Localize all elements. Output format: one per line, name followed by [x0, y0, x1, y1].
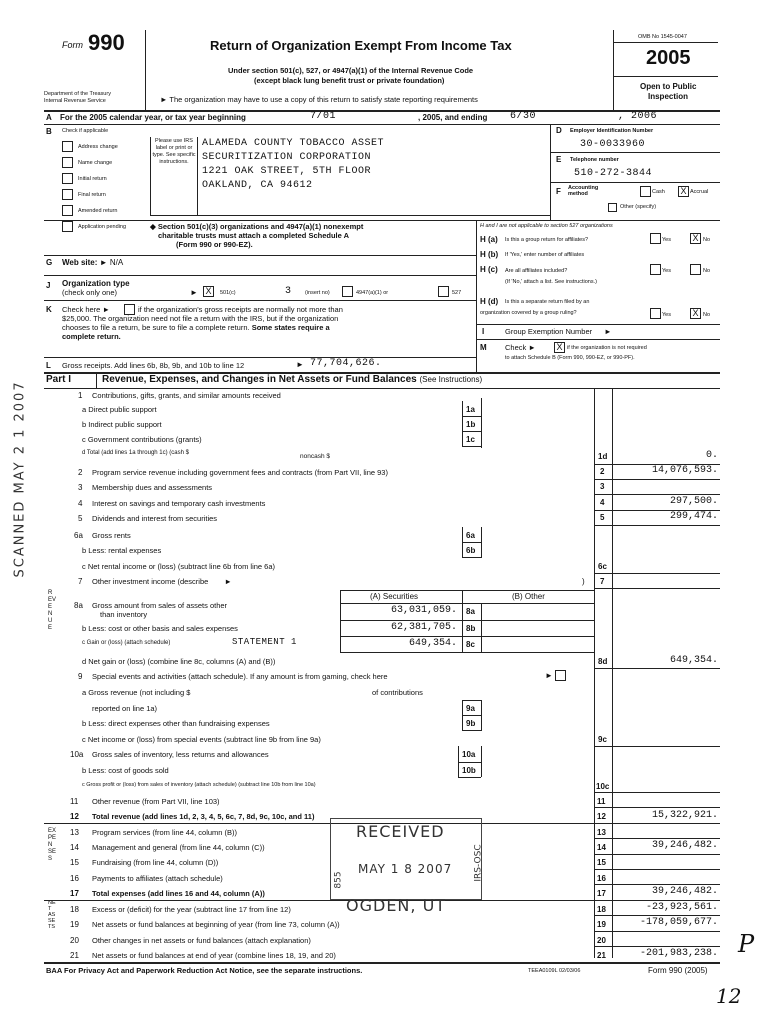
- line-8a-label-2: than inventory: [100, 610, 148, 619]
- line-1b-label: b Indirect public support: [82, 420, 162, 429]
- line-8a-box: 8a: [466, 607, 475, 616]
- line-10b-box: 10b: [462, 766, 476, 775]
- label-cash: Cash: [652, 189, 665, 195]
- line-j-label: J: [46, 281, 51, 290]
- section-501-notice-1: [150, 222, 363, 231]
- part1-see: (See Instructions): [419, 375, 483, 384]
- line-8d-box: 8d: [598, 657, 608, 666]
- footer-baa: BAA For Privacy Act and Paperwork Reduction Act Notice, see the separate instructions.: [46, 966, 363, 975]
- checkbox-other-method[interactable]: [608, 203, 617, 212]
- line-k-line-2: $25,000. The organization need not file a return with the IRS, but if the organization: [62, 314, 339, 323]
- line-13-box: 13: [597, 828, 606, 837]
- line-18-label: Excess or (deficit) for the year (subtract line 17 from line 12): [92, 905, 291, 914]
- ha-text: Is this a group return for affiliates?: [505, 237, 589, 243]
- line-1a-text: Direct public support: [88, 405, 157, 414]
- line-13-label: Program services (from line 44, column (B)): [92, 828, 238, 837]
- line-9-number: 9: [78, 672, 83, 681]
- line-1c-label: c Government contributions (grants): [82, 435, 202, 444]
- line-4-value: 297,500.: [669, 496, 718, 507]
- checkbox-hc-no[interactable]: [690, 264, 701, 275]
- handwritten-page: 12: [716, 984, 742, 1008]
- line-4-label: Interest on savings and temporary cash investments: [92, 499, 266, 508]
- line-15-label: Fundraising (from line 44, column (D)): [92, 858, 219, 867]
- line-1d-text: Total (add lines 1a through 1c) (cash: [86, 450, 184, 456]
- checkbox-name-change[interactable]: [62, 157, 73, 168]
- line-m-text-2: if the organization is not required: [567, 345, 647, 351]
- hc-text: Are all affiliates included?: [505, 268, 568, 274]
- tax-year-end: 6/30: [510, 111, 537, 122]
- 501c-number: 3: [285, 286, 292, 297]
- line-10a-label: Gross sales of inventory, less returns and allowances: [92, 750, 269, 759]
- line-7-text: Other investment income (describe: [92, 577, 209, 586]
- line-20-number: 20: [70, 936, 79, 945]
- checkbox-4947[interactable]: [342, 286, 353, 297]
- section-501-text-1: Section 501(c)(3) organizations and 4947(a)(1) nonexempt: [157, 222, 364, 231]
- line-k-text-3b: Some states require a: [251, 323, 330, 332]
- line-17-label: Total expenses (add lines 16 and 44, column (A)): [92, 889, 265, 898]
- line-18-box: 18: [597, 905, 606, 914]
- line-5-number: 5: [78, 514, 83, 523]
- line-8b-box: 8b: [466, 624, 476, 633]
- line-1-number: 1: [78, 391, 83, 400]
- arrow-icon: ►: [190, 288, 198, 297]
- section-f-label: F: [556, 187, 561, 196]
- open-to-public: Open to Public: [640, 82, 697, 91]
- line-1d-noncash-text: noncash: [300, 453, 325, 460]
- line-1a-box: 1a: [466, 405, 475, 414]
- form-subtitle-3: [160, 95, 478, 104]
- line-6b-label: b Less: rental expenses: [82, 546, 162, 555]
- line-2-number: 2: [78, 468, 83, 477]
- line-9c-text: Net income or (loss) from special events (subtract line 9b from line 9a): [87, 735, 321, 744]
- section-d-label: D: [556, 126, 562, 135]
- line-10c-text: Gross profit or (loss) from sales of inventory (attach schedule) (subtract line 10b from line 10a): [86, 782, 316, 788]
- line-20-box: 20: [597, 936, 606, 945]
- line-19-number: 19: [70, 920, 79, 929]
- label-other-method: Other (specify): [620, 204, 657, 210]
- section-501-notice-2: charitable trusts must attach a completed Schedule A: [158, 231, 350, 240]
- tax-year: 2005: [646, 47, 691, 69]
- phone-value: 510-272-3844: [574, 168, 653, 179]
- line-6c-box: 6c: [598, 562, 607, 571]
- stamp-received: RECEIVED: [356, 822, 445, 841]
- line-17-value: 39,246,482.: [651, 886, 718, 897]
- line-g-text: [62, 258, 123, 267]
- line-6b-box: 6b: [466, 546, 476, 555]
- line-8a-value: 63,031,059.: [390, 605, 457, 616]
- label-ha-no: No: [703, 237, 711, 243]
- checkbox-gaming[interactable]: [555, 670, 566, 681]
- line-2-value: 14,076,593.: [651, 465, 718, 476]
- line-m-label: M: [480, 343, 487, 352]
- stamp-date: MAY 1 8 2007: [358, 862, 453, 876]
- line-14-value: 39,246,482.: [651, 840, 718, 851]
- line-9-label: Special events and activities (attach schedule). If any amount is from gaming, check here: [92, 672, 388, 681]
- line-10c-box: 10c: [596, 782, 610, 791]
- web-site-value: N/A: [109, 258, 124, 267]
- line-8b-text: Less: cost or other basis and sales expenses: [88, 624, 238, 633]
- org-name-1: ALAMEDA COUNTY TOBACCO ASSET: [202, 138, 385, 149]
- line-1d-value: 0.: [705, 450, 718, 461]
- line-11-label: Other revenue (from Part VII, line 103): [92, 797, 220, 806]
- label-name-change: Name change: [78, 160, 113, 166]
- line-8c-statement: STATEMENT 1: [232, 637, 297, 647]
- hc-label: H (c): [480, 265, 498, 274]
- line-3-box: 3: [600, 482, 605, 491]
- line-k-line-1b: if the organization's gross receipts are normally not more than: [138, 305, 343, 314]
- line-i-label: I: [482, 327, 485, 336]
- handwritten-p: P: [738, 930, 755, 958]
- line-16-box: 16: [597, 874, 606, 883]
- form-label: Form: [62, 40, 83, 50]
- line-j-text-1: Organization type: [62, 279, 130, 288]
- line-1d-noncash: noncash $: [300, 453, 330, 460]
- h-note: H and I are not applicable to section 527 organizations: [480, 223, 613, 229]
- checkbox-final-return[interactable]: [62, 189, 73, 200]
- section-d-heading: Employer Identification Number: [570, 128, 654, 134]
- stamp-code-right: IRS-OSC: [473, 844, 484, 882]
- line-6a-number: 6a: [74, 531, 83, 540]
- section-f-heading: Accounting method: [568, 185, 599, 197]
- footer-form: Form 990 (2005): [648, 966, 708, 975]
- line-8c-value: 649,354.: [408, 638, 457, 649]
- line-9a-label-2: of contributions: [372, 688, 423, 697]
- line-8c-label: c Gain or (loss) (attach schedule): [82, 640, 171, 646]
- line-10c-label: c Gross profit or (loss) from sales of inventory (attach schedule) (subtract line 10b from line 10a): [82, 782, 316, 788]
- line-21-value: -201,983,238.: [639, 948, 718, 959]
- line-1c-box: 1c: [466, 435, 475, 444]
- form-number: 990: [88, 30, 125, 55]
- line-14-number: 14: [70, 843, 79, 852]
- arrow-icon: ►: [99, 258, 108, 267]
- hb-label: H (b): [480, 250, 499, 259]
- label-final-return: Final return: [78, 192, 106, 198]
- form-subtitle-2: (except black lung benefit trust or private foundation): [254, 76, 445, 85]
- line-12-number: 12: [70, 812, 79, 821]
- inspection: Inspection: [648, 92, 689, 101]
- tax-year-end-year: , 2006: [618, 111, 658, 122]
- line-l-text: Gross receipts. Add lines 6b, 8b, 9b, and 10b to line 12: [62, 361, 245, 370]
- checkbox-527[interactable]: [438, 286, 449, 297]
- line-9c-label: c Net income or (loss) from special events (subtract line 9b from line 9a): [82, 735, 321, 744]
- hc-sub: (If 'No,' attach a list. See instructions.): [505, 279, 597, 285]
- line-8c-box: 8c: [466, 640, 475, 649]
- line-19-label: Net assets or fund balances at beginning of year (from line 73, column (A)): [92, 920, 340, 929]
- org-name-2: SECURITIZATION CORPORATION: [202, 152, 372, 163]
- side-label-expenses: EXPENSES: [48, 828, 57, 862]
- line-12-label: Total revenue (add lines 1d, 2, 3, 4, 5, 6c, 7, 8d, 9c, 10c, and 11): [92, 812, 315, 821]
- footer-code: TEEA0109L 02/03/06: [528, 968, 581, 974]
- label-ha-yes: Yes: [662, 237, 671, 243]
- line-5-label: Dividends and interest from securities: [92, 514, 218, 523]
- label-hd-no: No: [703, 312, 711, 318]
- arrow-icon: ►: [160, 95, 170, 104]
- line-9a-label: a Gross revenue (not including $: [82, 688, 191, 697]
- line-l-label: L: [46, 361, 51, 370]
- checkbox-initial-return[interactable]: [62, 173, 73, 184]
- line-19-box: 19: [597, 920, 606, 929]
- line-8b-label: b Less: cost or other basis and sales expenses: [82, 624, 238, 633]
- checkbox-ha-yes[interactable]: [650, 233, 661, 244]
- diamond-icon: ◆: [150, 222, 158, 231]
- line-k-label: K: [46, 305, 52, 314]
- line-8b-value: 62,381,705.: [390, 622, 457, 633]
- line-a-text: For the 2005 calendar year, or tax year beginning: [60, 113, 246, 122]
- line-21-box: 21: [597, 951, 606, 960]
- ha-label: H (a): [480, 235, 498, 244]
- line-9b-box: 9b: [466, 719, 476, 728]
- line-8d-value: 649,354.: [669, 655, 718, 666]
- line-k-line-4: complete return.: [62, 332, 121, 341]
- arrow-icon: ►: [545, 671, 553, 680]
- line-12-box: 12: [597, 812, 606, 821]
- section-e-label: E: [556, 155, 562, 164]
- stamp-city: OGDEN, UT: [346, 896, 447, 915]
- line-7-close-paren: ): [582, 577, 585, 586]
- line-21-label: Net assets or fund balances at end of year (combine lines 18, 19, and 20): [92, 951, 336, 960]
- line-15-box: 15: [597, 858, 606, 867]
- label-initial-return: Initial return: [78, 176, 107, 182]
- part1-title-text: Revenue, Expenses, and Changes in Net Assets or Fund Balances: [102, 374, 417, 385]
- form-subtitle-1: Under section 501(c), 527, or 4947(a)(1) of the Internal Revenue Code: [228, 66, 474, 75]
- line-10a-number: 10a: [70, 750, 84, 759]
- web-site-label: Web site:: [62, 258, 98, 267]
- line-6a-label: Gross rents: [92, 531, 131, 540]
- irs-label: Internal Revenue Service: [44, 98, 106, 104]
- line-18-number: 18: [70, 905, 79, 914]
- scanned-stamp: SCANNED MAY 2 1 2007: [12, 380, 28, 578]
- label-insert-no: (insert no): [305, 290, 330, 296]
- label-amended-return: Amended return: [78, 208, 118, 214]
- line-11-box: 11: [597, 797, 606, 806]
- label-501c: 501(c): [220, 290, 236, 296]
- line-2-label: Program service revenue including government fees and contracts (from Part VII, line 93): [92, 468, 388, 477]
- checkbox-address-change[interactable]: [62, 141, 73, 152]
- line-9b-label: b Less: direct expenses other than fundraising expenses: [82, 719, 270, 728]
- line-4-number: 4: [78, 499, 83, 508]
- line-16-number: 16: [70, 874, 79, 883]
- checkbox-amended-return[interactable]: [62, 205, 73, 216]
- line-a-label: A: [46, 113, 52, 122]
- line-k-line-3: [62, 323, 330, 332]
- line-5-box: 5: [600, 513, 605, 522]
- line-10b-text: Less: cost of goods sold: [88, 766, 169, 775]
- col-b-header: (B) Other: [512, 592, 545, 601]
- form-title: Return of Organization Exempt From Income Tax: [210, 38, 512, 53]
- arrow-icon: ►: [102, 305, 110, 314]
- part1-title: [102, 374, 482, 385]
- line-m-check: Check: [505, 343, 527, 352]
- line-10a-box: 10a: [462, 750, 476, 759]
- checkbox-accrual[interactable]: X: [678, 186, 689, 197]
- omb-number: OMB No 1545-0047: [638, 34, 687, 40]
- section-e-heading: Telephone number: [570, 157, 619, 163]
- checkbox-hd-yes[interactable]: [650, 308, 661, 319]
- line-8c-text: Gain or (loss) (attach schedule): [86, 640, 171, 646]
- line-9a-text: Gross revenue (not including: [88, 688, 185, 697]
- line-7-number: 7: [78, 577, 83, 586]
- line-12-value: 15,322,921.: [651, 810, 718, 821]
- subtitle-3-text: The organization may have to use a copy of this return to satisfy state reporting requirements: [169, 95, 478, 104]
- checkbox-ha-no[interactable]: X: [690, 233, 701, 244]
- line-k-line-1: [62, 305, 110, 314]
- line-1c-text: Government contributions (grants): [87, 435, 202, 444]
- line-8a-number: 8a: [74, 601, 83, 610]
- org-city: OAKLAND, CA 94612: [202, 180, 313, 191]
- line-1d-label: d Total (add lines 1a through 1c) (cash $: [82, 450, 189, 456]
- line-9a-label-3: reported on line 1a): [92, 704, 158, 713]
- stamp-code-left: 855: [333, 871, 344, 889]
- line-3-number: 3: [78, 483, 83, 492]
- line-6c-text: Net rental income or (loss) (subtract line 6b from line 6a): [87, 562, 275, 571]
- label-hd-yes: Yes: [662, 312, 671, 318]
- gross-receipts-value: 77,704,626.: [310, 358, 382, 369]
- label-hc-yes: Yes: [662, 268, 671, 274]
- line-5-value: 299,474.: [669, 511, 718, 522]
- section-501-notice-3: (Form 990 or 990-EZ).: [176, 240, 253, 249]
- line-1b-text: Indirect public support: [88, 420, 162, 429]
- checkbox-schedule-b[interactable]: X: [554, 342, 565, 353]
- line-1d-box: 1d: [598, 452, 608, 461]
- line-4-box: 4: [600, 498, 605, 507]
- label-address-change: Address change: [78, 144, 118, 150]
- line-2-box: 2: [600, 467, 605, 476]
- ein-value: 30-0033960: [580, 139, 646, 150]
- checkbox-cash[interactable]: [640, 186, 651, 197]
- line-9b-text: Less: direct expenses other than fundraising expenses: [88, 719, 270, 728]
- line-9c-box: 9c: [598, 735, 607, 744]
- line-21-number: 21: [70, 951, 79, 960]
- checkbox-hd-no[interactable]: X: [690, 308, 701, 319]
- label-4947: 4947(a)(1) or: [356, 290, 389, 296]
- hb-text: If 'Yes,' enter number of affiliates: [505, 252, 585, 258]
- line-6b-text: Less: rental expenses: [88, 546, 162, 555]
- line-i-text: [505, 327, 612, 336]
- line-13-number: 13: [70, 828, 79, 837]
- line-14-label: Management and general (from line 44, column (C)): [92, 843, 265, 852]
- line-16-label: Payments to affiliates (attach schedule): [92, 874, 223, 883]
- line-20-label: Other changes in net assets or fund balances (attach explanation): [92, 936, 311, 945]
- checkbox-501c[interactable]: X: [203, 286, 214, 297]
- line-8a-label: Gross amount from sales of assets other: [92, 601, 228, 610]
- line-a-mid: , 2005, and ending: [418, 113, 488, 122]
- line-i-title: Group Exemption Number: [505, 327, 593, 336]
- line-6c-label: c Net rental income or (loss) (subtract line 6b from line 6a): [82, 562, 275, 571]
- line-g-label: G: [46, 258, 53, 267]
- label-527: 527: [452, 290, 462, 296]
- line-7-label: [92, 577, 232, 586]
- tax-year-begin: 7/01: [310, 111, 337, 122]
- arrow-icon: ►: [296, 360, 304, 369]
- line-8d-label: d Net gain or (loss) (combine line 8c, columns (A) and (B)): [82, 657, 276, 666]
- line-k-check-here: Check here: [62, 305, 101, 314]
- section-b-heading: Check if applicable: [62, 128, 109, 134]
- line-6a-box: 6a: [466, 531, 475, 540]
- side-label-net-assets: NET ASSETS: [48, 900, 56, 930]
- irs-label-instruction: Please use IRS label or print or type. See specific instructions.: [152, 138, 196, 165]
- label-application-pending: Application pending: [78, 224, 127, 230]
- arrow-icon: ►: [604, 327, 612, 336]
- arrow-icon: ►: [224, 577, 232, 586]
- col-a-header: (A) Securities: [370, 592, 419, 601]
- arrow-icon: ►: [528, 343, 536, 352]
- line-11-number: 11: [70, 797, 79, 806]
- checkbox-application-pending[interactable]: [62, 221, 73, 232]
- dept-label: Department of the Treasury: [44, 91, 111, 97]
- line-17-box: 17: [597, 889, 606, 898]
- section-b-label: B: [46, 127, 52, 136]
- line-k-text-3: chooses to file a return, be sure to file a complete return.: [62, 323, 250, 332]
- line-7-box: 7: [600, 577, 605, 586]
- hd-text-2: organization covered by a group ruling?: [480, 310, 577, 316]
- line-1a-label: a Direct public support: [82, 405, 157, 414]
- side-label-revenue: REVENUE: [48, 590, 57, 631]
- org-street: 1221 OAK STREET, 5TH FLOOR: [202, 166, 372, 177]
- line-1-label: Contributions, gifts, grants, and similar amounts received: [92, 391, 281, 400]
- line-17-number: 17: [70, 889, 79, 898]
- label-accrual: Accrual: [690, 189, 709, 195]
- part1-label: Part I: [46, 374, 72, 385]
- line-9a-box: 9a: [466, 704, 475, 713]
- label-hc-no: No: [703, 268, 711, 274]
- line-m-text: [505, 343, 536, 352]
- line-1b-box: 1b: [466, 420, 476, 429]
- hd-text-1: Is this a separate return filed by an: [505, 299, 590, 305]
- line-19-value: -178,059,677.: [639, 917, 718, 928]
- hd-label: H (d): [480, 297, 499, 306]
- checkbox-hc-yes[interactable]: [650, 264, 661, 275]
- line-j-text-2: (check only one): [62, 288, 118, 297]
- line-15-number: 15: [70, 858, 79, 867]
- line-18-value: -23,923,561.: [645, 902, 718, 913]
- line-14-box: 14: [597, 843, 606, 852]
- line-3-label: Membership dues and assessments: [92, 483, 213, 492]
- line-m-text-3: to attach Schedule B (Form 990, 990-EZ, or 990-PF).: [505, 355, 635, 361]
- line-10b-label: b Less: cost of goods sold: [82, 766, 169, 775]
- line-8d-text: Net gain or (loss) (combine line 8c, columns (A) and (B)): [88, 657, 276, 666]
